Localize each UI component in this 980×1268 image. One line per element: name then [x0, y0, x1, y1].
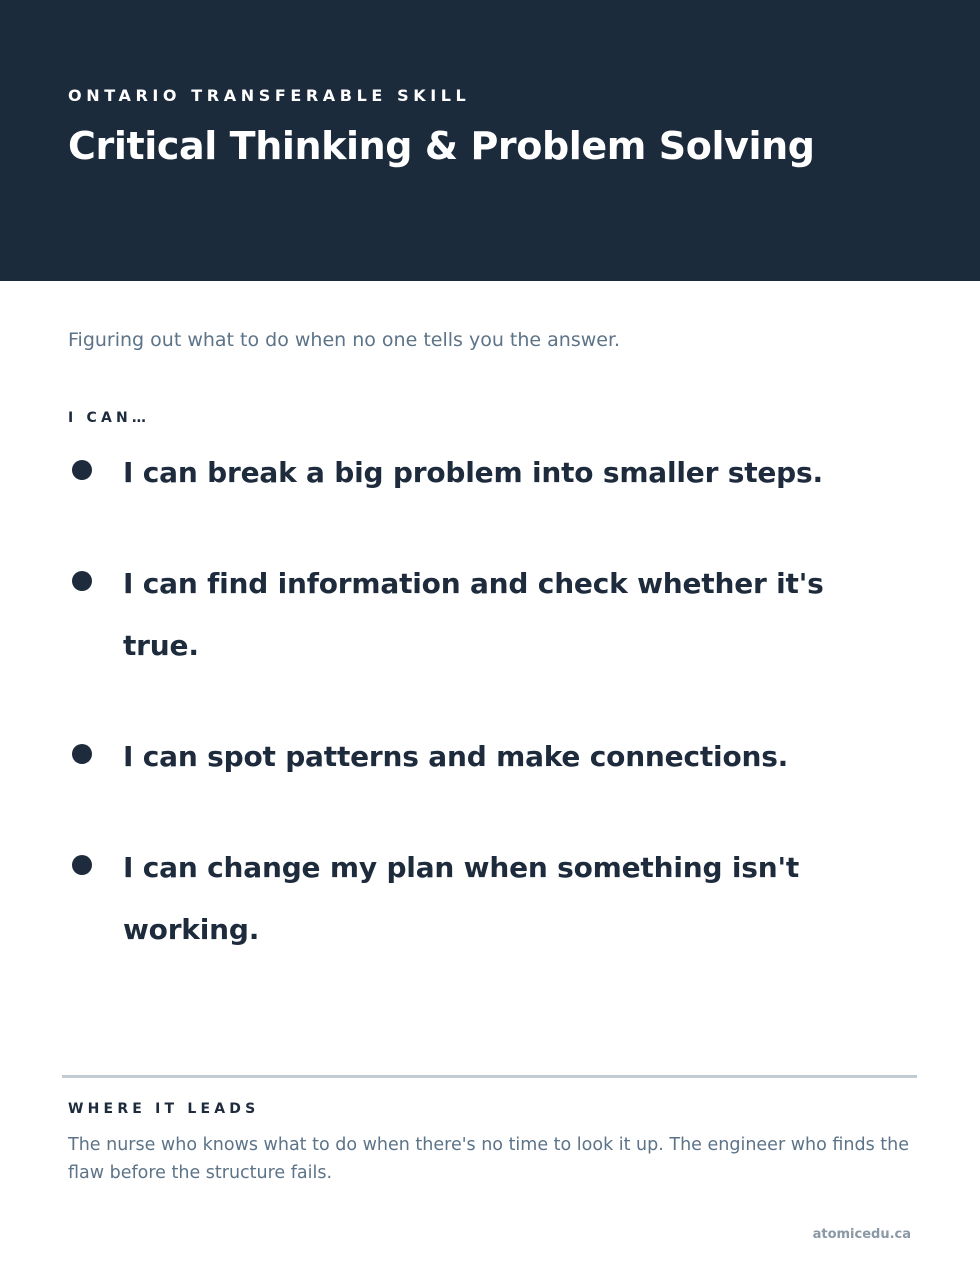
list-item-text: I can find information and check whether it's true. — [123, 567, 824, 662]
i-can-list — [68, 442, 888, 1010]
list-item — [68, 837, 888, 961]
list-item — [68, 726, 888, 788]
where-it-leads-label: WHERE IT LEADS — [68, 1101, 260, 1117]
list-item — [68, 442, 888, 504]
list-item — [68, 553, 888, 677]
i-can-label: I CAN… — [68, 410, 151, 426]
section-divider — [62, 1075, 917, 1078]
bullet-icon — [72, 744, 92, 764]
header-banner — [0, 0, 980, 281]
skill-category-label: ONTARIO TRANSFERABLE SKILL — [68, 86, 471, 105]
list-item-text: I can spot patterns and make connections. — [123, 740, 789, 773]
page-title: Critical Thinking & Problem Solving — [68, 124, 815, 168]
where-it-leads-text: The nurse who knows what to do when there's no time to look it up. The engineer who finds the flaw before the structure fails. — [68, 1135, 909, 1183]
bullet-icon — [72, 571, 92, 591]
bullet-icon — [72, 460, 92, 480]
list-item-text: I can change my plan when something isn't working. — [123, 851, 800, 946]
footer-site-link[interactable]: atomicedu.ca — [812, 1227, 911, 1242]
skill-description: Figuring out what to do when no one tells you the answer. — [68, 329, 621, 351]
list-item-text: I can break a big problem into smaller steps. — [123, 456, 823, 489]
bullet-icon — [72, 855, 92, 875]
